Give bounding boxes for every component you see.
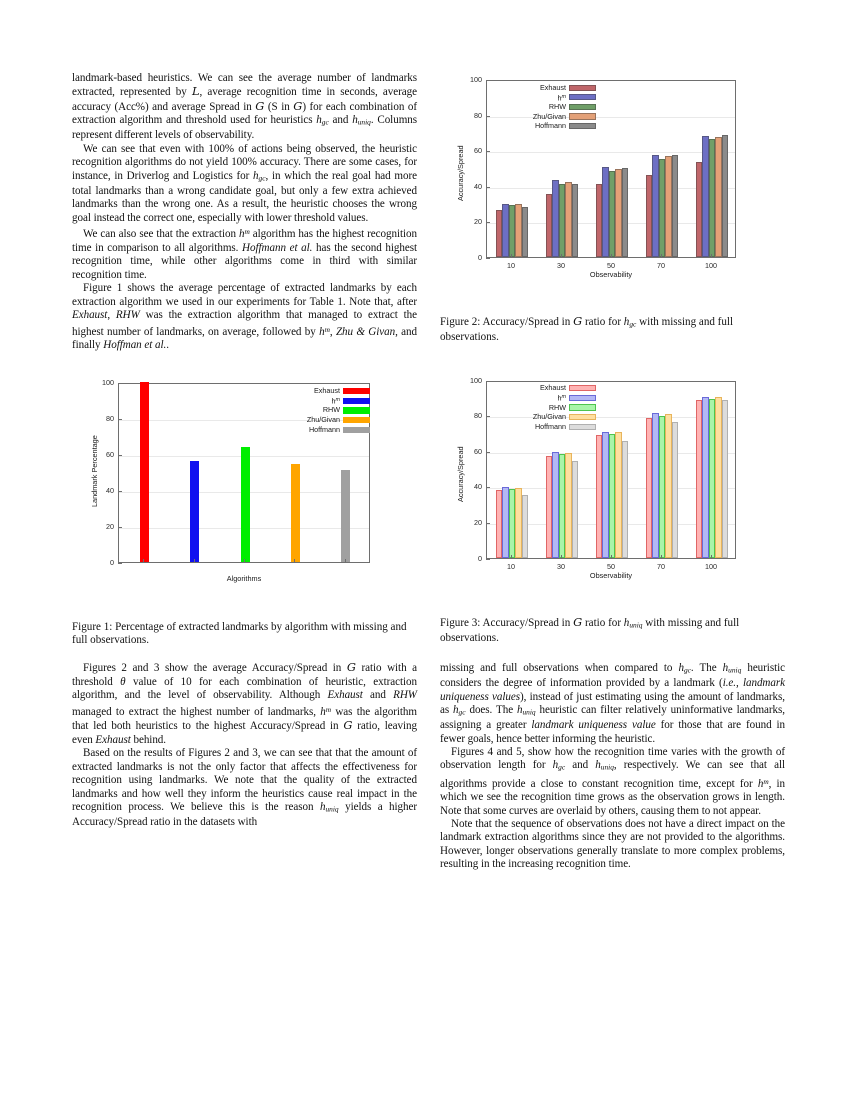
y-axis-tick [486,258,490,259]
x-axis-tick [511,555,512,559]
y-axis-tick-label: 0 [110,557,114,567]
bar [622,441,628,558]
legend-item [266,425,370,435]
x-axis-title: Observability [589,270,633,279]
legend-swatch [343,398,370,404]
legend-label: Exhaust [540,383,566,393]
bar [559,184,565,257]
y-axis-tick-label: 100 [470,75,482,84]
figure-2 [440,66,785,345]
legend-swatch [343,417,370,423]
x-axis-tick [244,559,245,563]
bar [596,435,602,557]
legend-item [492,422,596,432]
math-subscript: uniq [728,665,742,675]
math-subscript: gc [558,763,566,773]
legend-label: Hoffmann [308,424,340,434]
legend-item [492,412,596,422]
emphasis-text: Hoffmann et al. [242,241,313,254]
math-variable: h [319,325,325,338]
y-axis-tick [118,491,122,492]
math-symbol: G [343,718,353,733]
emphasis-text: Hoffman et al. [103,339,167,352]
bar [646,175,652,257]
x-axis-tick-label: 50 [607,561,615,571]
y-axis-tick-label: 80 [474,411,482,421]
bar [241,447,250,561]
legend-swatch [343,427,370,433]
y-axis-tick-label: 60 [474,446,482,456]
math-symbol: G [346,660,356,675]
figure-1 [72,367,417,648]
y-axis-tick-label: 80 [106,413,114,423]
bar [515,488,521,557]
y-axis-tick [486,381,490,382]
legend-label: Exhaust [540,82,566,92]
x-axis-tick-label: 100 [705,561,717,571]
legend-swatch [569,113,596,119]
math-variable: h [516,704,523,717]
math-symbol: L [191,84,200,99]
bar [559,454,565,557]
x-axis-tick [661,555,662,559]
legend-item [266,387,370,397]
bar [659,416,665,558]
bar [646,418,652,558]
y-axis-tick [486,187,490,188]
legend-item [492,393,596,403]
math-variable: h [757,777,764,790]
left-column-text-bottom [72,661,417,829]
y-axis-tick [118,563,122,564]
legend-item [492,112,596,122]
bar [496,210,502,257]
figure-3 [440,367,785,646]
math-symbol: G [255,98,265,113]
legend-label: Zhu/Givan [532,111,566,121]
legend-label: Zhu/Givan [306,415,340,425]
emphasis-text: Exhaust [95,733,131,746]
chart-legend [266,387,370,435]
math-superscript: m [763,776,769,786]
legend-swatch [569,104,596,110]
bar [602,167,608,257]
legend-item [492,121,596,131]
figure-2-caption: Figure 2: Accuracy/Spread in G ratio for $h_{gc}$ with missing and full observations. [440,314,734,344]
y-axis-title: Accuracy/Spread [456,145,465,201]
y-axis-tick-label: 40 [474,482,482,492]
chart-legend [492,384,596,432]
paragraph: missing and full observations when compared to $h_{gc}$. The $h_{uniq}$ heuristic considers the degree of information provided by a landmark (i.e., landmark uniqueness values), instead of just estimating using the amount of landmarks, as $h_{gc}$ does. The $h_{uniq}$ heuristic can filter relatively uninformative landmarks, assigning a greater landmark uniqueness value for those that are found in fewer goals, hence better informing the heuristic. [440,662,785,745]
y-axis-tick-label: 20 [474,517,482,527]
right-column [440,72,785,872]
emphasis-text: landmark uniqueness values [440,677,785,703]
bar [565,182,571,257]
bar [522,495,528,557]
math-variable: h [678,662,684,675]
bar [715,137,721,257]
legend-label: Exhaust [314,386,340,396]
gridline [487,152,735,153]
y-axis-tick-label: 60 [474,146,482,156]
bar [602,432,608,558]
math-variable: h [319,801,326,814]
figure-1-caption: Figure 1: Percentage of extracted landmarks by algorithm with missing and full observations. [72,620,407,646]
legend-label: $h^m$ [557,393,566,403]
math-subscript: gc [683,665,691,675]
figure-3-chart [440,367,785,607]
legend-label: RHW [322,405,340,415]
left-column-text-top [72,72,417,353]
legend-swatch [343,407,370,413]
math-subscript: uniq [600,763,614,773]
y-axis-tick [486,116,490,117]
paragraph: We can see that even with 100% of actions being observed, the heuristic recognition algorithms do not yield 100% accuracy. There are some cases, for instance, in Driverlog and Logistics for $h_{gc}$, in which the real goal had more total landmarks than a wrong candidate goal, but only a few extra achieved landmarks than the wrong one. As a result, the heuristic chooses the wrong goal instead the correct one, especially with lower threshold values. [72,142,417,224]
x-axis-tick-label: 30 [557,561,565,571]
x-axis-tick-label: 70 [657,561,665,571]
bar [696,162,702,257]
math-symbol: G [293,98,303,113]
math-variable: h [352,114,358,127]
bar [509,489,515,557]
legend-swatch [569,123,596,129]
bar [615,169,621,257]
emphasis-text: i.e., [722,677,739,690]
y-axis-tick [118,527,122,528]
legend-swatch [569,424,596,430]
chart-legend [492,83,596,131]
bar [522,207,528,257]
x-axis-tick [511,254,512,258]
emphasis-text: RHW [393,689,417,702]
emphasis-text: landmark uniqueness value [531,719,656,732]
math-variable: h [595,759,601,772]
x-axis-tick [194,559,195,563]
math-variable: θ [120,675,126,688]
bar [696,400,702,558]
y-axis-tick-label: 0 [478,253,482,262]
x-axis-tick [661,254,662,258]
math-superscript: m [244,227,250,237]
x-axis-tick-label: 100 [705,261,717,270]
legend-item [492,83,596,93]
legend-label: Zhu/Givan [532,412,566,422]
figure-2-chart [440,66,785,306]
math-subscript: uniq [357,117,371,127]
x-axis-tick [345,559,346,563]
bar [509,205,515,257]
math-variable: h [552,759,559,772]
y-axis-tick-label: 40 [474,181,482,191]
legend-item [266,415,370,425]
y-axis-tick [486,523,490,524]
right-column-text [440,662,785,872]
bar [672,155,678,257]
bar [572,461,578,557]
legend-label: $h^m$ [331,396,340,406]
math-variable: h [722,662,729,675]
paragraph: Note that the sequence of observations does not have a direct impact on the landmark extraction algorithms since they are not provided to the algorithms. However, longer observations generally translate to more complex problems, resulting in the increasing recognition time. [440,818,785,871]
bar [609,434,615,558]
y-axis-tick-label: 20 [106,521,114,531]
paragraph: Figure 1 shows the average percentage of extracted landmarks by each extraction algorithm we used in our experiments for Table 1. Note that, after Exhaust, RHW was the extraction algorithm that managed to extract the highest number of landmarks, on average, followed by $h^m$, Zhu & Givan, and finally Hoffman et al.. [72,282,417,352]
x-axis-tick-label: 10 [507,261,515,270]
bar [622,168,628,257]
y-axis-tick-label: 100 [102,377,114,387]
x-axis-tick [143,559,144,563]
x-axis-tick-label: 70 [657,261,665,270]
x-axis-tick [294,559,295,563]
bar [722,400,728,558]
bar [291,464,300,561]
bar [665,414,671,557]
legend-swatch [569,85,596,91]
math-symbol: G [573,314,583,328]
bar [546,194,552,257]
bar [609,171,615,257]
bar [596,184,602,257]
y-axis-title: Landmark Percentage [90,434,99,507]
legend-swatch [569,385,596,391]
x-axis-title: Algorithms [226,573,262,583]
emphasis-text: Zhu & Givan [335,325,396,338]
paragraph: We can also see that the extraction $h^m$ algorithm has the highest recognition time in comparison to all algorithms. Hoffmann et al. has the second highest recognition time, while other algorithms come in third with similar recognition time. [72,227,417,281]
math-superscript: m [325,704,332,714]
bar [672,422,678,557]
x-axis-tick-label: 10 [507,561,515,571]
math-subscript: uniq [629,620,643,630]
legend-label: RHW [548,402,566,412]
legend-swatch [569,404,596,410]
y-axis-tick-label: 80 [474,110,482,120]
math-variable: h [253,169,259,182]
y-axis-tick [486,487,490,488]
y-axis-tick [486,452,490,453]
bar [615,432,621,557]
bar [702,136,708,257]
bar [546,456,552,557]
legend-item [492,384,596,394]
x-axis-tick [611,254,612,258]
legend-label: Hoffmann [534,421,566,431]
y-axis-tick [486,222,490,223]
bar [709,139,715,257]
legend-label: Hoffmann [534,121,566,131]
y-axis-tick-label: 60 [106,449,114,459]
math-variable: h [320,705,326,718]
math-subscript: gc [321,117,329,127]
math-subscript: uniq [522,707,536,717]
bar [659,159,665,257]
bar [565,453,571,558]
math-variable: h [623,316,630,328]
figure-1-chart [72,367,417,612]
bar [652,413,658,557]
bar [496,490,502,558]
math-variable: h [623,616,630,629]
legend-swatch [343,388,370,394]
bar [552,180,558,257]
bar [502,487,508,557]
bar [552,452,558,558]
math-superscript: m [324,324,330,334]
math-subscript: uniq [325,804,339,814]
x-axis-tick [711,555,712,559]
bar [190,461,199,562]
math-variable: h [238,228,245,241]
x-axis-tick [611,555,612,559]
paragraph: Figures 4 and 5, show how the recognition time varies with the growth of observation length for $h_{gc}$ and $h_{uniq}$, respectively. We can see that all algorithms provide a close to constant recognition time, except for $h^m$, in which we see the recognition time grows as the observation grows in length. Note that some curves are overlaid by others, causing them to not appear. [440,746,785,817]
legend-swatch [569,94,596,100]
bar [665,156,671,257]
emphasis-text: RHW [115,309,140,322]
legend-item [266,396,370,406]
x-axis-title: Observability [589,570,633,580]
legend-item [266,406,370,416]
y-axis-tick [118,419,122,420]
math-subscript: gc [458,707,466,717]
x-axis-tick [711,254,712,258]
paragraph: Based on the results of Figures 2 and 3, we can see that that the amount of extracted landmarks is not the only factor that affects the effectiveness for recognition using landmarks. We note that the quality of the extracted landmarks and how well they inform the heuristics cause real impact in the recognition process. We believe this is the reason $h_{uniq}$ yields a higher Accuracy/Spread ratio in the datasets with [72,747,418,829]
x-axis-tick-label: 30 [557,261,565,270]
emphasis-text: Exhaust [72,309,108,322]
y-axis-tick [118,383,122,384]
y-axis-tick-label: 40 [106,485,114,495]
bar [722,135,728,257]
y-axis-tick [118,455,122,456]
bar [140,382,149,562]
y-axis-title: Accuracy/Spread [456,445,465,502]
bar [341,470,350,562]
paragraph: Figures 2 and 3 show the average Accuracy/Spread in G ratio with a threshold θ value of 10 for each combination of heuristic, extraction algorithm, and the level of observability. Although Exhaust and RHW managed to extract the highest number of landmarks, $h^m$ was the algorithm that led both heuristics to the highest Accuracy/Spread in G ratio, leaving even Exhaust behind. [72,660,418,746]
legend-label: $h^m$ [557,93,566,103]
bar [502,204,508,257]
legend-item [492,102,596,112]
y-axis-tick [486,416,490,417]
math-symbol: G [573,614,583,629]
bar [702,397,708,558]
math-subscript: gc [629,319,637,329]
math-variable: h [316,114,322,127]
bar [572,184,578,257]
y-axis-tick [486,80,490,81]
legend-item [492,93,596,103]
left-column [72,72,417,830]
y-axis-tick-label: 0 [478,553,482,563]
emphasis-text: Exhaust [327,689,363,702]
math-variable: h [453,704,459,717]
legend-item [492,403,596,413]
bar [515,204,521,257]
bar [715,397,721,558]
x-axis-tick [561,254,562,258]
bar [709,399,715,558]
legend-label: RHW [548,101,566,111]
paragraph: landmark-based heuristics. We can see the average number of landmarks extracted, represented by L, average recognition time in seconds, average accuracy (Acc%) and average Spread in G (S in G) for each combination of extraction algorithm and threshold used for heuristics $h_{gc}$ and $h_{uniq}$. Columns represent different levels of observability. [72,72,418,142]
legend-swatch [569,414,596,420]
y-axis-tick-label: 20 [474,217,482,227]
legend-swatch [569,395,596,401]
figure-3-caption: Figure 3: Accuracy/Spread in G ratio for $h_{uniq}$ with missing and full observations. [440,614,740,644]
y-axis-tick [486,559,490,560]
math-subscript: gc [258,173,266,183]
y-axis-tick-label: 100 [470,375,482,385]
y-axis-tick [486,151,490,152]
x-axis-tick [561,555,562,559]
bar [652,155,658,257]
x-axis-tick-label: 50 [607,261,615,270]
